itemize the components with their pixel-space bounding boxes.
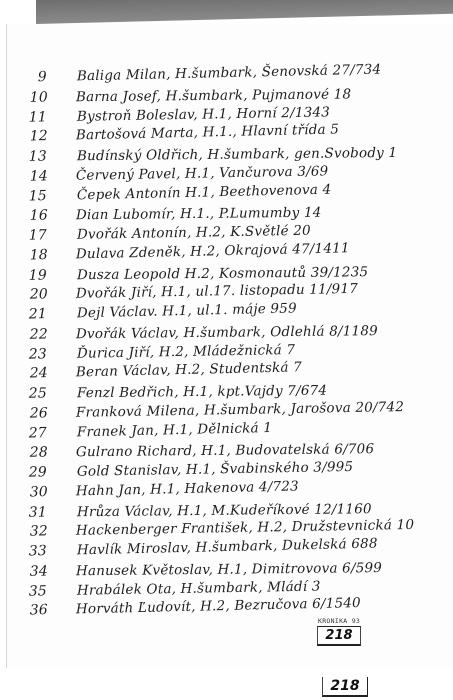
scan-edge-band (36, 0, 453, 24)
entry-number: 30 (29, 483, 49, 501)
entry-text: Hackenberger František, H.2, Družstevnická 10 (75, 517, 415, 540)
entry-number: 21 (28, 306, 48, 323)
entry-number: 25 (28, 385, 48, 402)
entry-text: Hanusek Květoslav, H.1, Dimitrovova 6/599 (75, 559, 383, 580)
page-number-stamp: 218 (317, 626, 361, 646)
entry-number: 24 (29, 365, 49, 382)
entry-text: Bystroň Boleslav, H.1, Horní 2/1343 (76, 103, 331, 125)
handwritten-page (6, 24, 453, 668)
entry-number: 23 (28, 345, 48, 363)
entry-text: Hrabálek Ota, H.šumbark, Mládí 3 (76, 578, 321, 599)
entry-text: Dvořák Antonín, H.2, K.Světlé 20 (76, 222, 311, 243)
entry-number: 32 (29, 523, 49, 540)
entry-text: Dulava Zdeněk, H.2, Okrajová 47/1411 (75, 239, 350, 263)
page-number-bottom: 218 (322, 677, 368, 697)
entry-number: 22 (29, 326, 49, 343)
entry-number: 10 (29, 89, 49, 106)
entry-text: Franková Milena, H.šumbark, Jarošova 20/742 (75, 398, 405, 421)
entry-text: Franek Jan, H.1, Dělnická 1 (76, 419, 273, 440)
entry-number: 27 (28, 424, 48, 442)
entry-number: 11 (28, 108, 48, 126)
entry-number: 15 (28, 187, 48, 205)
entry-number: 35 (28, 582, 48, 600)
entry-text: Dejl Václav. H.1, ul.1. máje 959 (76, 300, 297, 322)
kronika-label: KRONIKA 93 (318, 617, 361, 625)
entry-text: Dvořák Václav, H.šumbark, Odlehlá 8/1189 (75, 322, 378, 343)
entry-text: Hahn Jan, H.1, Hakenova 4/723 (75, 478, 300, 500)
entry-text: Hrůza Václav, H.1, M.Kudeříkové 12/1160 (76, 500, 372, 520)
entry-number: 26 (29, 405, 49, 422)
entry-text: Dian Lubomír, H.1., P.Lumumby 14 (75, 204, 322, 224)
entry-number: 34 (29, 563, 49, 580)
entry-number: 14 (29, 168, 49, 185)
entry-number: 29 (28, 464, 48, 481)
entry-text: Gulrano Richard, H.1, Budovatelská 6/706 (75, 441, 375, 461)
entry-number: 18 (29, 246, 49, 264)
entry-number: 28 (29, 444, 49, 462)
entry-text: Červený Pavel, H.1, Vančurova 3/69 (75, 163, 329, 184)
entry-number: 13 (28, 148, 48, 165)
entry-number: 36 (29, 602, 49, 619)
entry-text: Ďurica Jiří, H.2, Mládežnická 7 (76, 341, 296, 362)
entry-text: Gold Stanislav, H.1, Švabinského 3/995 (76, 458, 354, 480)
entry-text: Havlík Miroslav, H.šumbark, Dukelská 688 (76, 535, 378, 559)
entry-text: Beran Václav, H.2, Studentská 7 (75, 359, 303, 381)
entry-text: Bartošová Marta, H.1., Hlavní třída 5 (75, 121, 340, 144)
entry-number: 19 (28, 267, 48, 284)
entry-number: 33 (28, 543, 48, 560)
entry-text: Dvořák Jiří, H.1, ul.17. listopadu 11/917 (75, 281, 359, 303)
entry-number: 9 (37, 69, 48, 86)
entry-number: 12 (29, 128, 49, 145)
entry-number: 16 (29, 207, 49, 225)
entry-text: Budínský Oldřich, H.šumbark, gen.Svobody 1 (76, 144, 398, 165)
entry-number: 20 (29, 286, 49, 303)
entry-text: Fenzl Bedřich, H.1, kpt.Vajdy 7/674 (76, 382, 328, 402)
entry-number: 17 (28, 227, 48, 244)
entry-text: Dusza Leopold H.2, Kosmonautů 39/1235 (76, 263, 369, 283)
entry-text: Horváth Ľudovít, H.2, Bezručova 6/1540 (75, 595, 362, 618)
entry-text: Baliga Milan, H.šumbark, Šenovská 27/734 (76, 61, 382, 85)
entry-text: Barna Josef, H.šumbark, Pujmanové 18 (75, 86, 352, 106)
entry-number: 31 (28, 504, 48, 521)
entry-text: Čepek Antonín H.1, Beethovenova 4 (76, 181, 332, 203)
